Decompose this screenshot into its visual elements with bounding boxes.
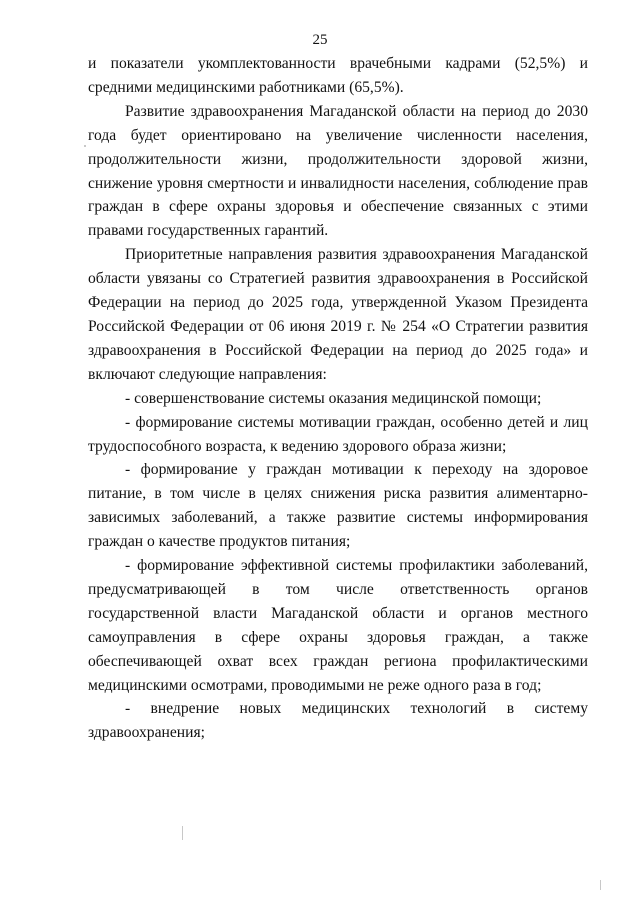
list-item-disease-prevention: - формирование эффективной системы профилактики заболеваний, предусматривающей в том числе ответственность органов государственной власти Магаданской области и органов местного самоуправления в сфере охраны здоровья граждан, а также обеспечивающей охват всех граждан региона профилактическими медицинскими осмотрами, проводимыми не реже одного раза в год;	[88, 557, 588, 694]
list-item-healthy-lifestyle-motivation: - формирование системы мотивации граждан, особенно детей и лиц трудоспособного возраста, к ведению здорового образа жизни;	[88, 413, 588, 455]
scan-artifact	[182, 826, 183, 840]
body-text	[88, 52, 588, 745]
paragraph-staffing-indicators: и показатели укомплектованности врачебными кадрами (52,5%) и средними медицинскими работниками (65,5%).	[88, 55, 588, 96]
page-number: 25	[312, 32, 328, 48]
list-item-new-medical-technologies: - внедрение новых медицинских технологий в систему здравоохранения;	[88, 700, 588, 742]
paragraph-priority-directions: Приоритетные направления развития здравоохранения Магаданской области увязаны со Стратегией развития здравоохранения в Российской Федерации на период до 2025 года, утвержденной Указом Президента Российской Федерации от 06 июня 2019 г. № 254 «О Стратегии развития здравоохранения в Российской Федерации на период до 2025 года» и включают следующие направления:	[88, 246, 588, 383]
scan-artifact	[84, 145, 86, 147]
list-item-medical-care-system: - совершенствование системы оказания медицинской помощи;	[125, 389, 542, 407]
list-item-healthy-nutrition: - формирование у граждан мотивации к переходу на здоровое питание, в том числе в целях снижения риска развития алиментарно-зависимых заболеваний, а также развитие системы информирования граждан о качестве продуктов питания;	[88, 461, 588, 551]
scan-artifact	[600, 880, 601, 890]
paragraph-development-goals: Развитие здравоохранения Магаданской области на период до 2030 года будет ориентировано на увеличение численности населения, продолжительности жизни, продолжительности здоровой жизни, снижение уровня смертности и инвалидности населения, соблюдение прав граждан в сфере охраны здоровья и обеспечение связанных с этими правами государственных гарантий.	[88, 102, 588, 240]
